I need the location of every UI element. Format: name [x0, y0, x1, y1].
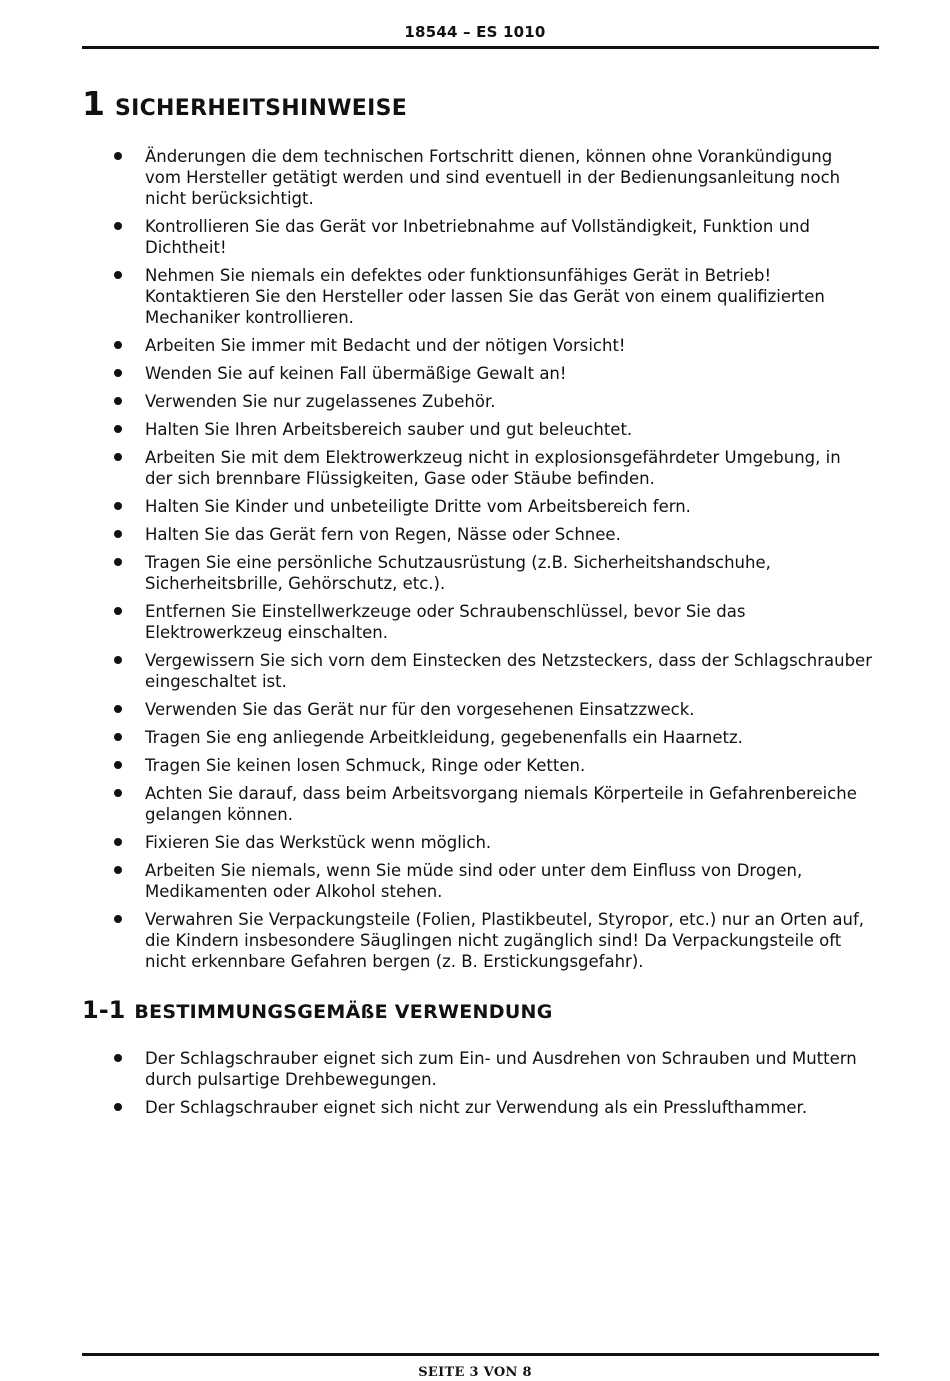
list-item: [113, 146, 873, 209]
list-item-text: Verwenden Sie das Gerät nur für den vorgesehenen Einsatzzweck.: [145, 700, 695, 719]
list-item: [113, 755, 873, 776]
list-item-text: Nehmen Sie niemals ein defektes oder funktionsunfähiges Gerät in Betrieb! Kontaktieren Sie den Hersteller oder lassen Sie das Gerät von einem qualifizierten Mechaniker kontrollieren.: [145, 266, 825, 327]
list-item: [113, 447, 873, 489]
list-item: [113, 727, 873, 748]
list-item: [113, 699, 873, 720]
document-header-title: 18544 – ES 1010: [404, 23, 546, 41]
list-item: [113, 909, 873, 972]
list-item-text: Halten Sie das Gerät fern von Regen, Nässe oder Schnee.: [145, 525, 621, 544]
list-item: [113, 265, 873, 328]
list-item-text: Tragen Sie eine persönliche Schutzausrüstung (z.B. Sicherheitshandschuhe, Sicherheitsbrille, Gehörschutz, etc.).: [145, 553, 771, 593]
list-item: [113, 496, 873, 517]
bullet-icon: [114, 866, 122, 874]
list-item-text: Tragen Sie eng anliegende Arbeitkleidung, gegebenenfalls ein Haarnetz.: [145, 728, 743, 747]
list-item: [113, 1048, 873, 1090]
list-item-text: Entfernen Sie Einstellwerkzeuge oder Schraubenschlüssel, bevor Sie das Elektrowerkzeug einschalten.: [145, 602, 746, 642]
bullet-icon: [114, 222, 122, 230]
safety-instructions-list: [113, 146, 873, 979]
list-item-text: Achten Sie darauf, dass beim Arbeitsvorgang niemals Körperteile in Gefahrenbereiche gelangen können.: [145, 784, 857, 824]
list-item-text: Verwenden Sie nur zugelassenes Zubehör.: [145, 392, 496, 411]
list-item-text: Fixieren Sie das Werkstück wenn möglich.: [145, 833, 492, 852]
list-item-text: Der Schlagschrauber eignet sich zum Ein- und Ausdrehen von Schrauben und Muttern durch pulsartige Drehbewegungen.: [145, 1049, 857, 1089]
list-item-text: Arbeiten Sie immer mit Bedacht und der nötigen Vorsicht!: [145, 336, 626, 355]
list-item: [113, 419, 873, 440]
list-item: [113, 363, 873, 384]
list-item: [113, 335, 873, 356]
list-item-text: Kontrollieren Sie das Gerät vor Inbetriebnahme auf Vollständigkeit, Funktion und Dichtheit!: [145, 217, 810, 257]
section-number: 1: [82, 84, 105, 123]
bullet-icon: [114, 789, 122, 797]
bullet-icon: [114, 453, 122, 461]
list-item-text: Halten Sie Kinder und unbeteiligte Dritte vom Arbeitsbereich fern.: [145, 497, 691, 516]
list-item-text: Wenden Sie auf keinen Fall übermäßige Gewalt an!: [145, 364, 567, 383]
intended-use-list: [113, 1048, 873, 1125]
page-number: SEITE 3 VON 8: [418, 1365, 532, 1380]
list-item: [113, 832, 873, 853]
list-item-text: Arbeiten Sie niemals, wenn Sie müde sind oder unter dem Einfluss von Drogen, Medikamenten oder Alkohol stehen.: [145, 861, 803, 901]
list-item: [113, 1097, 873, 1118]
bullet-icon: [114, 1054, 122, 1062]
list-item-text: Arbeiten Sie mit dem Elektrowerkzeug nicht in explosionsgefährdeter Umgebung, in der sich brennbare Flüssigkeiten, Gase oder Stäube befinden.: [145, 448, 841, 488]
list-item: [113, 783, 873, 825]
list-item: [113, 216, 873, 258]
bullet-icon: [114, 502, 122, 510]
list-item: [113, 860, 873, 902]
bullet-icon: [114, 656, 122, 664]
section-heading-safety: [82, 84, 407, 123]
list-item: [113, 524, 873, 545]
bullet-icon: [114, 152, 122, 160]
footer-rule: [82, 1353, 879, 1356]
list-item: [113, 391, 873, 412]
list-item-text: Änderungen die dem technischen Fortschritt dienen, können ohne Vorankündigung vom Hersteller getätigt werden und sind eventuell in der Bedienungsanleitung noch nicht berücksichtigt.: [145, 147, 841, 208]
section-number: 1-1: [82, 996, 126, 1024]
header-rule: [82, 46, 879, 49]
bullet-icon: [114, 705, 122, 713]
list-item-text: Halten Sie Ihren Arbeitsbereich sauber und gut beleuchtet.: [145, 420, 633, 439]
bullet-icon: [114, 271, 122, 279]
bullet-icon: [114, 607, 122, 615]
list-item: [113, 552, 873, 594]
bullet-icon: [114, 1103, 122, 1111]
list-item: [113, 650, 873, 692]
bullet-icon: [114, 733, 122, 741]
list-item: [113, 601, 873, 643]
section-title: BESTIMMUNGSGEMÄßE VERWENDUNG: [134, 1001, 553, 1023]
bullet-icon: [114, 341, 122, 349]
section-title: SICHERHEITSHINWEISE: [114, 96, 408, 121]
list-item-text: Vergewissern Sie sich vorn dem Einstecken des Netzsteckers, dass der Schlagschrauber eingeschaltet ist.: [145, 651, 872, 691]
bullet-icon: [114, 369, 122, 377]
bullet-icon: [114, 530, 122, 538]
bullet-icon: [114, 425, 122, 433]
section-heading-intended-use: [82, 996, 553, 1024]
bullet-icon: [114, 761, 122, 769]
bullet-icon: [114, 838, 122, 846]
list-item-text: Tragen Sie keinen losen Schmuck, Ringe oder Ketten.: [145, 756, 586, 775]
bullet-icon: [114, 558, 122, 566]
list-item-text: Der Schlagschrauber eignet sich nicht zur Verwendung als ein Presslufthammer.: [145, 1098, 808, 1117]
bullet-icon: [114, 915, 122, 923]
list-item-text: Verwahren Sie Verpackungsteile (Folien, Plastikbeutel, Styropor, etc.) nur an Orten auf, die Kindern insbesondere Säuglingen nicht zugänglich sind! Da Verpackungsteile oft nicht erkennbare Gefahren bergen (z. B. Erstickungsgefahr).: [145, 910, 865, 971]
bullet-icon: [114, 397, 122, 405]
